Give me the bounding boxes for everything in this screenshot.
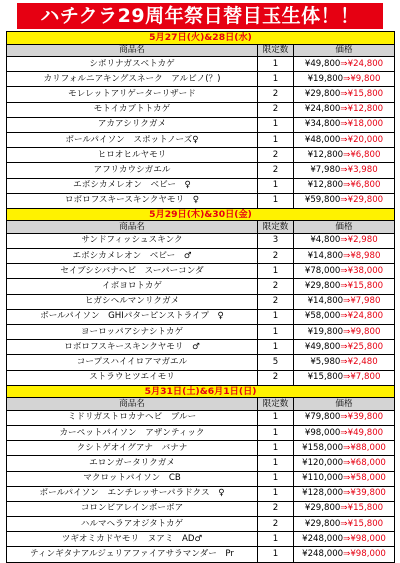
price-cell bbox=[294, 72, 395, 87]
sale-price: ¥6,800 bbox=[350, 149, 381, 160]
table-row bbox=[7, 355, 395, 370]
limited-qty: 2 bbox=[258, 87, 294, 102]
limited-qty: 1 bbox=[258, 193, 294, 208]
old-price: ¥49,800 bbox=[304, 58, 341, 69]
sale-price: ¥98,000 bbox=[350, 549, 386, 560]
limited-qty: 1 bbox=[258, 340, 294, 355]
limited-qty: 1 bbox=[258, 132, 294, 147]
sale-price: ¥38,000 bbox=[347, 265, 384, 276]
product-name: イボヨロトカゲ bbox=[7, 279, 258, 294]
arrow-icon: ⇒ bbox=[340, 164, 348, 175]
product-name: ボールパイソン GHIパターピンストライプ ♀ bbox=[7, 309, 258, 324]
old-price: ¥128,000 bbox=[302, 488, 344, 499]
table-row bbox=[7, 87, 395, 102]
sale-price: ¥18,000 bbox=[347, 119, 384, 130]
limited-qty: 1 bbox=[258, 264, 294, 279]
header-qty: 限定数 bbox=[258, 44, 294, 57]
old-price: ¥34,800 bbox=[304, 119, 341, 130]
price-cell bbox=[294, 132, 395, 147]
price-cell bbox=[294, 264, 395, 279]
product-name: ロボロフスキースキンクヤモリ ♀ bbox=[7, 193, 258, 208]
limited-qty: 2 bbox=[258, 370, 294, 385]
sale-price: ¥7,800 bbox=[350, 372, 381, 383]
old-price: ¥78,000 bbox=[304, 265, 341, 276]
table-row bbox=[7, 517, 395, 532]
sale-price: ¥68,000 bbox=[350, 457, 386, 468]
price-cell bbox=[294, 471, 395, 486]
section-date-row bbox=[7, 208, 395, 221]
limited-qty: 1 bbox=[258, 72, 294, 87]
table-row bbox=[7, 102, 395, 117]
price-cell bbox=[294, 87, 395, 102]
limited-qty: 1 bbox=[258, 325, 294, 340]
limited-qty: 2 bbox=[258, 148, 294, 163]
old-price: ¥48,000 bbox=[304, 134, 341, 145]
table-row bbox=[7, 163, 395, 178]
product-name: ヒガシヘルマンリクガメ bbox=[7, 294, 258, 309]
section-date: 5月27日(火)&28日(水) bbox=[7, 32, 395, 45]
table-row bbox=[7, 178, 395, 193]
table-row bbox=[7, 456, 395, 471]
old-price: ¥14,800 bbox=[307, 250, 344, 261]
table-row bbox=[7, 501, 395, 516]
product-name: コロンビアレインボーボア bbox=[7, 501, 258, 516]
sale-price: ¥2,980 bbox=[347, 235, 378, 246]
product-name: マクロットパイソン CB bbox=[7, 471, 258, 486]
old-price: ¥19,800 bbox=[307, 73, 344, 84]
limited-qty: 1 bbox=[258, 547, 294, 562]
sale-price: ¥15,800 bbox=[347, 88, 384, 99]
sale-price: ¥9,800 bbox=[350, 73, 381, 84]
old-price: ¥12,800 bbox=[307, 180, 344, 191]
limited-qty: 1 bbox=[258, 486, 294, 501]
arrow-icon: ⇒ bbox=[340, 311, 348, 322]
product-name: アカアシリクガメ bbox=[7, 117, 258, 132]
column-header-row bbox=[7, 44, 395, 57]
table-row bbox=[7, 410, 395, 425]
table-row bbox=[7, 547, 395, 562]
price-cell bbox=[294, 355, 395, 370]
limited-qty: 1 bbox=[258, 309, 294, 324]
arrow-icon: ⇒ bbox=[340, 281, 348, 292]
limited-qty: 1 bbox=[258, 117, 294, 132]
price-cell bbox=[294, 370, 395, 385]
limited-qty: 1 bbox=[258, 441, 294, 456]
price-list-sheet bbox=[6, 31, 394, 563]
header-qty: 限定数 bbox=[258, 221, 294, 234]
price-cell bbox=[294, 441, 395, 456]
price-cell bbox=[294, 456, 395, 471]
old-price: ¥49,800 bbox=[304, 341, 341, 352]
sale-price: ¥2,480 bbox=[347, 356, 378, 367]
product-name: アフリカウシガエル bbox=[7, 163, 258, 178]
sale-price: ¥58,000 bbox=[350, 473, 386, 484]
product-name: ツギオミカドヤモリ ヌアミ AD♂ bbox=[7, 532, 258, 547]
header-price: 価格 bbox=[294, 44, 395, 57]
sale-price: ¥7,980 bbox=[350, 296, 381, 307]
price-cell bbox=[294, 178, 395, 193]
limited-qty: 1 bbox=[258, 532, 294, 547]
arrow-icon: ⇒ bbox=[343, 549, 351, 560]
product-name: シボリナガスベトカゲ bbox=[7, 57, 258, 72]
section-date: 5月29日(木)&30日(金) bbox=[7, 208, 395, 221]
arrow-icon: ⇒ bbox=[340, 412, 348, 423]
limited-qty: 1 bbox=[258, 471, 294, 486]
old-price: ¥158,000 bbox=[302, 442, 344, 453]
product-name: モトイカブトトカゲ bbox=[7, 102, 258, 117]
old-price: ¥5,980 bbox=[310, 356, 341, 367]
old-price: ¥15,800 bbox=[307, 372, 344, 383]
price-cell bbox=[294, 117, 395, 132]
limited-qty: 2 bbox=[258, 163, 294, 178]
price-cell bbox=[294, 148, 395, 163]
table-row bbox=[7, 370, 395, 385]
limited-qty: 2 bbox=[258, 517, 294, 532]
old-price: ¥110,000 bbox=[302, 473, 344, 484]
old-price: ¥12,800 bbox=[307, 149, 344, 160]
price-cell bbox=[294, 163, 395, 178]
sale-price: ¥88,000 bbox=[350, 442, 386, 453]
sale-price: ¥3,980 bbox=[347, 164, 378, 175]
banner-title: ハチクラ29周年祭日替目玉生体！！ bbox=[17, 3, 383, 29]
price-cell bbox=[294, 193, 395, 208]
table-row bbox=[7, 294, 395, 309]
arrow-icon: ⇒ bbox=[343, 326, 351, 337]
table-row bbox=[7, 233, 395, 248]
old-price: ¥24,800 bbox=[304, 104, 341, 115]
product-name: モレレットアリゲーターリザード bbox=[7, 87, 258, 102]
header-name: 商品名 bbox=[7, 221, 258, 234]
product-name: エロンガータリクガメ bbox=[7, 456, 258, 471]
limited-qty: 1 bbox=[258, 178, 294, 193]
product-name: ボールパイソン スポットノーズ♀ bbox=[7, 132, 258, 147]
table-row bbox=[7, 249, 395, 264]
arrow-icon: ⇒ bbox=[340, 341, 348, 352]
old-price: ¥58,000 bbox=[304, 311, 341, 322]
sale-price: ¥39,800 bbox=[350, 488, 386, 499]
table-row bbox=[7, 471, 395, 486]
limited-qty: 2 bbox=[258, 501, 294, 516]
product-name: ティンギタナアルジェリアファイアサラマンダー Pr bbox=[7, 547, 258, 562]
price-cell bbox=[294, 294, 395, 309]
arrow-icon: ⇒ bbox=[340, 518, 348, 529]
old-price: ¥29,800 bbox=[304, 503, 341, 514]
sale-price: ¥98,000 bbox=[350, 533, 386, 544]
arrow-icon: ⇒ bbox=[343, 488, 351, 499]
arrow-icon: ⇒ bbox=[340, 356, 348, 367]
header-price: 価格 bbox=[294, 398, 395, 411]
limited-qty: 1 bbox=[258, 425, 294, 440]
price-cell bbox=[294, 279, 395, 294]
header-qty: 限定数 bbox=[258, 398, 294, 411]
old-price: ¥120,000 bbox=[302, 457, 344, 468]
old-price: ¥248,000 bbox=[302, 533, 344, 544]
price-table bbox=[6, 31, 395, 563]
price-cell bbox=[294, 249, 395, 264]
sale-price: ¥29,800 bbox=[347, 195, 384, 206]
arrow-icon: ⇒ bbox=[343, 180, 351, 191]
arrow-icon: ⇒ bbox=[343, 442, 351, 453]
header-name: 商品名 bbox=[7, 44, 258, 57]
arrow-icon: ⇒ bbox=[343, 250, 351, 261]
arrow-icon: ⇒ bbox=[340, 265, 348, 276]
column-header-row bbox=[7, 398, 395, 411]
product-name: カリフォルニアキングスネーク アルビノ(？) bbox=[7, 72, 258, 87]
arrow-icon: ⇒ bbox=[343, 457, 351, 468]
sale-price: ¥25,800 bbox=[347, 341, 384, 352]
arrow-icon: ⇒ bbox=[343, 372, 351, 383]
sale-price: ¥12,800 bbox=[347, 104, 384, 115]
arrow-icon: ⇒ bbox=[340, 88, 348, 99]
column-header-row bbox=[7, 221, 395, 234]
price-table-body bbox=[7, 32, 395, 563]
table-row bbox=[7, 57, 395, 72]
price-cell bbox=[294, 309, 395, 324]
price-cell bbox=[294, 532, 395, 547]
price-cell bbox=[294, 547, 395, 562]
limited-qty: 1 bbox=[258, 456, 294, 471]
sale-price: ¥24,800 bbox=[347, 58, 384, 69]
product-name: カーペットパイソン アザンティック bbox=[7, 425, 258, 440]
arrow-icon: ⇒ bbox=[340, 58, 348, 69]
price-cell bbox=[294, 501, 395, 516]
product-name: ミドリガストロカナヘビ ブルー bbox=[7, 410, 258, 425]
old-price: ¥7,980 bbox=[310, 164, 341, 175]
sale-price: ¥15,800 bbox=[347, 281, 384, 292]
arrow-icon: ⇒ bbox=[343, 473, 351, 484]
product-name: エボシカメレオン ベビー ♂ bbox=[7, 249, 258, 264]
arrow-icon: ⇒ bbox=[343, 296, 351, 307]
price-cell bbox=[294, 410, 395, 425]
product-name: ストラウヒツエイモリ bbox=[7, 370, 258, 385]
table-row bbox=[7, 193, 395, 208]
price-cell bbox=[294, 517, 395, 532]
old-price: ¥248,000 bbox=[302, 549, 344, 560]
product-name: ハルマヘラアオジタトカゲ bbox=[7, 517, 258, 532]
table-row bbox=[7, 425, 395, 440]
table-row bbox=[7, 532, 395, 547]
sale-price: ¥49,800 bbox=[347, 427, 384, 438]
product-name: サンドフィッシュスキンク bbox=[7, 233, 258, 248]
arrow-icon: ⇒ bbox=[340, 427, 348, 438]
price-cell bbox=[294, 425, 395, 440]
limited-qty: 2 bbox=[258, 294, 294, 309]
limited-qty: 1 bbox=[258, 410, 294, 425]
limited-qty: 1 bbox=[258, 57, 294, 72]
table-row bbox=[7, 325, 395, 340]
table-row bbox=[7, 148, 395, 163]
sale-price: ¥20,000 bbox=[347, 134, 384, 145]
price-cell bbox=[294, 102, 395, 117]
table-row bbox=[7, 486, 395, 501]
table-row bbox=[7, 441, 395, 456]
product-name: ヨーロッパアシナシトカゲ bbox=[7, 325, 258, 340]
arrow-icon: ⇒ bbox=[343, 533, 351, 544]
price-cell bbox=[294, 486, 395, 501]
price-cell bbox=[294, 57, 395, 72]
arrow-icon: ⇒ bbox=[340, 503, 348, 514]
product-name: クシトゲオイグアナ バナナ bbox=[7, 441, 258, 456]
arrow-icon: ⇒ bbox=[340, 119, 348, 130]
old-price: ¥14,800 bbox=[307, 296, 344, 307]
old-price: ¥19,800 bbox=[307, 326, 344, 337]
limited-qty: 2 bbox=[258, 102, 294, 117]
price-cell bbox=[294, 233, 395, 248]
old-price: ¥29,800 bbox=[304, 88, 341, 99]
price-cell bbox=[294, 340, 395, 355]
product-name: ロボロフスキースキンクヤモリ ♂ bbox=[7, 340, 258, 355]
sale-price: ¥6,800 bbox=[350, 180, 381, 191]
arrow-icon: ⇒ bbox=[340, 195, 348, 206]
old-price: ¥59,800 bbox=[304, 195, 341, 206]
header-name: 商品名 bbox=[7, 398, 258, 411]
old-price: ¥29,800 bbox=[304, 518, 341, 529]
table-row bbox=[7, 279, 395, 294]
section-date-row bbox=[7, 385, 395, 398]
sale-price: ¥15,800 bbox=[347, 503, 384, 514]
product-name: ヒロオヒルヤモリ bbox=[7, 148, 258, 163]
limited-qty: 5 bbox=[258, 355, 294, 370]
table-row bbox=[7, 117, 395, 132]
product-name: ボールパイソン エンチレッサーパラドクス ♀ bbox=[7, 486, 258, 501]
limited-qty: 2 bbox=[258, 249, 294, 264]
sale-price: ¥8,980 bbox=[350, 250, 381, 261]
limited-qty: 3 bbox=[258, 233, 294, 248]
table-row bbox=[7, 132, 395, 147]
old-price: ¥4,800 bbox=[310, 235, 341, 246]
arrow-icon: ⇒ bbox=[343, 149, 351, 160]
section-date-row bbox=[7, 32, 395, 45]
table-row bbox=[7, 264, 395, 279]
old-price: ¥98,000 bbox=[304, 427, 341, 438]
old-price: ¥29,800 bbox=[304, 281, 341, 292]
arrow-icon: ⇒ bbox=[340, 235, 348, 246]
sale-price: ¥9,800 bbox=[350, 326, 381, 337]
section-date: 5月31日(土)&6月1日(日) bbox=[7, 385, 395, 398]
arrow-icon: ⇒ bbox=[343, 73, 351, 84]
sale-price: ¥15,800 bbox=[347, 518, 384, 529]
table-row bbox=[7, 340, 395, 355]
product-name: セイブシシバナヘビ スーパーコンダ bbox=[7, 264, 258, 279]
arrow-icon: ⇒ bbox=[340, 104, 348, 115]
price-cell bbox=[294, 325, 395, 340]
header-price: 価格 bbox=[294, 221, 395, 234]
product-name: エボシカメレオン ベビー ♀ bbox=[7, 178, 258, 193]
table-row bbox=[7, 72, 395, 87]
sale-price: ¥39,800 bbox=[347, 412, 384, 423]
old-price: ¥79,800 bbox=[304, 412, 341, 423]
sale-price: ¥24,800 bbox=[347, 311, 384, 322]
table-row bbox=[7, 309, 395, 324]
product-name: コープスハイイロアマガエル bbox=[7, 355, 258, 370]
arrow-icon: ⇒ bbox=[340, 134, 348, 145]
limited-qty: 2 bbox=[258, 279, 294, 294]
